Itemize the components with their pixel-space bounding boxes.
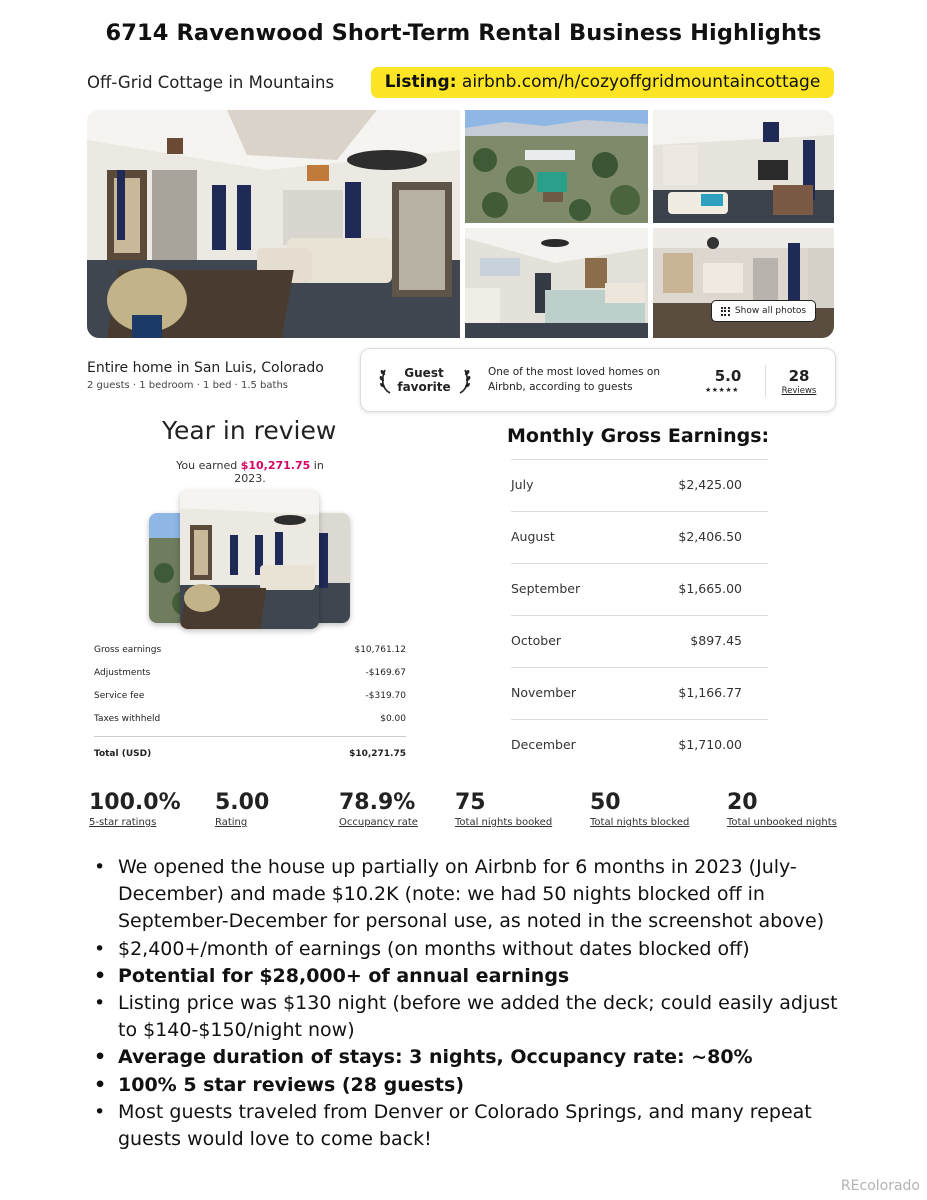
highlight-item: • We opened the house up partially on Airbnb for 6 months in 2023 (July-December) and made $10.2K (note: we had 50 nights blocked off in September-December for personal use, as noted in the screenshot above) (94, 854, 844, 936)
month-value: $1,710.00 (678, 737, 742, 752)
monthly-earnings-title: Monthly Gross Earnings: (507, 425, 770, 447)
year-in-review-title: Year in review (162, 416, 337, 445)
guest-favorite-card (360, 348, 836, 412)
month-name: November (511, 685, 577, 700)
laurel-left-icon (379, 367, 393, 395)
stat-label[interactable]: Total nights booked (455, 817, 553, 828)
breakdown-value: -$319.70 (365, 691, 406, 701)
breakdown-row (94, 714, 406, 724)
stat-value: 5.00 (215, 790, 270, 815)
guest-favorite-label (394, 366, 454, 394)
month-name: September (511, 581, 581, 596)
stat-rating (215, 790, 269, 828)
breakdown-value: $0.00 (380, 714, 406, 724)
stat-value: 50 (590, 790, 621, 815)
stat-label[interactable]: Rating (215, 817, 248, 828)
photo-gallery (87, 110, 834, 338)
home-details: 2 guests · 1 bedroom · 1 bed · 1.5 baths (87, 380, 289, 391)
watermark: REcolorado (840, 1178, 920, 1194)
reviews-link[interactable]: Reviews (781, 386, 817, 396)
breakdown-value: $10,761.12 (354, 645, 406, 655)
listing-link-url[interactable]: airbnb.com/h/cozyoffgridmountaincottage (461, 72, 821, 92)
month-value: $1,665.00 (678, 581, 742, 596)
breakdown-row (94, 691, 406, 701)
stat-unbooked-nights (727, 790, 837, 828)
month-row (511, 563, 768, 615)
rating-value: 5.0 (714, 367, 742, 385)
page-title: 6714 Ravenwood Short-Term Rental Business Highlights (105, 20, 822, 46)
breakdown-label: Gross earnings (94, 645, 162, 655)
photo-kitchen[interactable] (653, 228, 834, 338)
month-name: August (511, 529, 555, 544)
breakdown-label: Taxes withheld (94, 714, 161, 724)
show-all-photos-label: Show all photos (734, 306, 807, 316)
photo-aerial-view[interactable] (465, 110, 648, 223)
stat-five-star-ratings (89, 790, 181, 828)
listing-link-label: Listing: (384, 72, 457, 92)
stat-value: 75 (455, 790, 486, 815)
month-row (511, 719, 768, 771)
breakdown-row (94, 668, 406, 678)
month-value: $2,406.50 (678, 529, 742, 544)
guest-favorite-label-line1: Guest (404, 366, 444, 380)
card-living-room (180, 490, 319, 629)
listing-link[interactable] (371, 67, 834, 98)
stat-label[interactable]: Total unbooked nights (727, 817, 837, 828)
listing-title: Off-Grid Cottage in Mountains (87, 73, 335, 92)
photo-bedroom[interactable] (465, 228, 648, 338)
home-title: Entire home in San Luis, Colorado (87, 360, 324, 376)
grid-icon (721, 307, 730, 316)
breakdown-label: Adjustments (94, 668, 151, 678)
month-name: July (511, 477, 534, 492)
month-name: October (511, 633, 562, 648)
month-name: December (511, 737, 576, 752)
earned-suffix: in 2023. (234, 459, 324, 485)
month-value: $2,425.00 (678, 477, 742, 492)
breakdown-total-row (94, 749, 406, 759)
stat-label[interactable]: Occupancy rate (339, 817, 418, 828)
star-rating-icons: ★★★★★ (705, 386, 739, 394)
highlight-item: • Average duration of stays: 3 nights, Occupancy rate: ~80% (94, 1044, 844, 1071)
stat-nights-blocked (590, 790, 689, 828)
guest-favorite-description: One of the most loved homes on Airbnb, according to guests (488, 366, 660, 393)
total-value: $10,271.75 (349, 749, 406, 759)
photo-living-room[interactable] (87, 110, 460, 338)
stat-label[interactable]: Total nights blocked (590, 817, 690, 828)
highlight-item: • Listing price was $130 night (before we added the deck; could easily adjust to $140-$150/night now) (94, 990, 844, 1044)
month-value: $897.45 (690, 633, 742, 648)
divider (765, 365, 766, 397)
stat-nights-booked (455, 790, 552, 828)
breakdown-label: Service fee (94, 691, 145, 701)
highlight-item: • $2,400+/month of earnings (on months without dates blocked off) (94, 936, 844, 963)
breakdown-row (94, 645, 406, 655)
divider (94, 736, 406, 737)
reviews-count: 28 (788, 367, 810, 385)
show-all-photos-button[interactable] (711, 300, 816, 322)
month-row (511, 615, 768, 667)
laurel-right-icon (457, 367, 471, 395)
earned-amount: $10,271.75 (240, 459, 311, 472)
highlight-item: • Most guests traveled from Denver or Colorado Springs, and many repeat guests would love to come back! (94, 1099, 844, 1153)
highlight-item: • Potential for $28,000+ of annual earnings (94, 963, 844, 990)
stat-value: 100.0% (89, 790, 181, 815)
earned-prefix: You earned (176, 459, 238, 472)
month-row (511, 667, 768, 719)
stat-label[interactable]: 5-star ratings (89, 817, 157, 828)
highlights-list (94, 854, 844, 1153)
month-row (511, 459, 768, 511)
stat-occupancy-rate (339, 790, 418, 828)
year-in-review-summary (160, 459, 340, 485)
total-label: Total (USD) (94, 749, 152, 759)
photo-loft-kitchen[interactable] (653, 110, 834, 223)
stat-value: 78.9% (339, 790, 416, 815)
highlight-item: • 100% 5 star reviews (28 guests) (94, 1072, 844, 1099)
breakdown-value: -$169.67 (365, 668, 406, 678)
month-value: $1,166.77 (678, 685, 742, 700)
stat-value: 20 (727, 790, 758, 815)
month-row (511, 511, 768, 563)
guest-favorite-label-line2: favorite (397, 380, 451, 394)
